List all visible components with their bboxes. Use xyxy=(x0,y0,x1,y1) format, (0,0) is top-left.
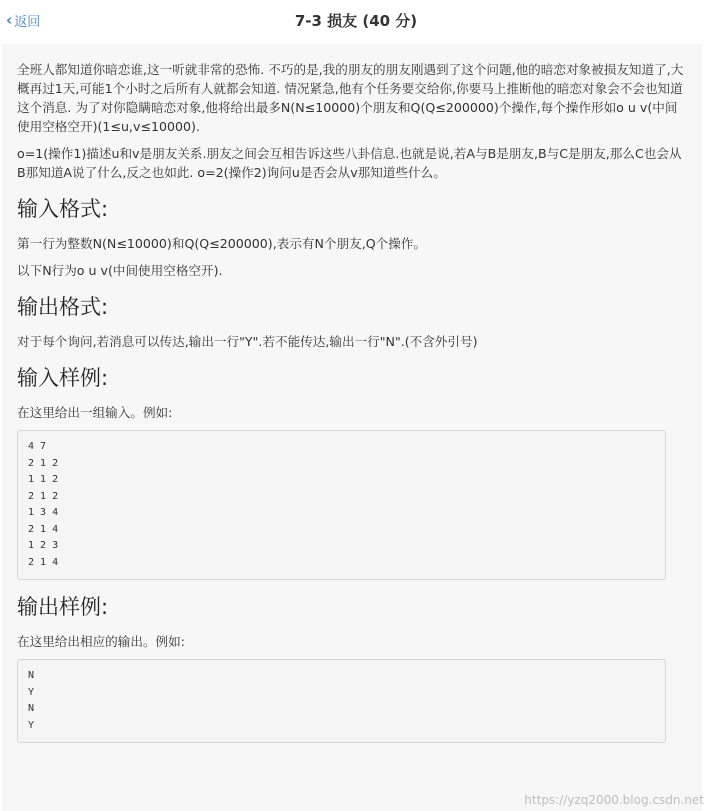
code-line: 2 1 4 xyxy=(28,556,59,568)
description-paragraph-2: o=1(操作1)描述u和v是朋友关系.朋友之间会互相告诉这些八卦信息.也就是说,若A与B是朋友,B与C是朋友,那么C也会从B那知道A说了什么,反之也如此. o=2(操作2)询问u是否会从v那知道些什么。 xyxy=(17,146,682,180)
sample-input-code-block[interactable] xyxy=(17,430,666,580)
input-format-heading: 输入格式: xyxy=(17,197,109,221)
problem-panel xyxy=(2,44,702,811)
output-format-heading: 输出格式: xyxy=(17,295,109,319)
code-line: 2 1 2 xyxy=(28,490,59,502)
code-line: 1 2 3 xyxy=(28,540,59,551)
back-label: 返回 xyxy=(14,15,41,30)
output-format-line: 对于每个询问,若消息可以传达,输出一行"Y".若不能传达,输出一行"N".(不含外引号) xyxy=(17,334,478,349)
description-paragraph-1: 全班人都知道你暗恋谁,这一听就非常的恐怖. 不巧的是,我的朋友的朋友刚遇到了这个问题,他的暗恋对象被损友知道了,大概再过1天,可能1个小时之后所有人就都会知道. 情况紧急,他有个任务要交给你,你要马上推断他的暗恋对象会不会也知道这个消息. 为了对你隐瞒暗恋对象,他将给出最多N(N≤10000)个朋友和Q(Q≤200000)个操作,每个操作形如o u v(中间使用空格空开)(1≤u,v≤10000). xyxy=(17,62,684,134)
code-line: Y xyxy=(28,719,35,731)
code-line: 1 1 2 xyxy=(28,474,59,485)
code-line: N xyxy=(28,703,35,714)
sample-input-heading: 输入样例: xyxy=(17,366,109,390)
code-line: 4 7 xyxy=(28,441,47,452)
sample-output-code-block[interactable] xyxy=(17,659,666,743)
top-bar xyxy=(0,0,712,40)
sample-output-heading: 输出样例: xyxy=(17,595,109,619)
watermark: https://yzq2000.blog.csdn.net xyxy=(524,793,704,807)
code-line: Y xyxy=(28,686,35,698)
code-line: 2 1 4 xyxy=(28,523,59,535)
code-line: N xyxy=(28,670,35,681)
code-line: 2 1 2 xyxy=(28,457,59,469)
input-format-line-1: 第一行为整数N(N≤10000)和Q(Q≤200000),表示有N个朋友,Q个操作。 xyxy=(17,236,426,251)
sample-input-intro: 在这里给出一组输入。例如: xyxy=(17,405,173,420)
input-format-line-2: 以下N行为o u v(中间使用空格空开). xyxy=(17,263,223,278)
page-title: 7-3 损友 (40 分) xyxy=(294,12,418,30)
sample-output-intro: 在这里给出相应的输出。例如: xyxy=(17,634,185,649)
chevron-left-icon: ‹ xyxy=(6,11,13,29)
code-line: 1 3 4 xyxy=(28,507,59,518)
